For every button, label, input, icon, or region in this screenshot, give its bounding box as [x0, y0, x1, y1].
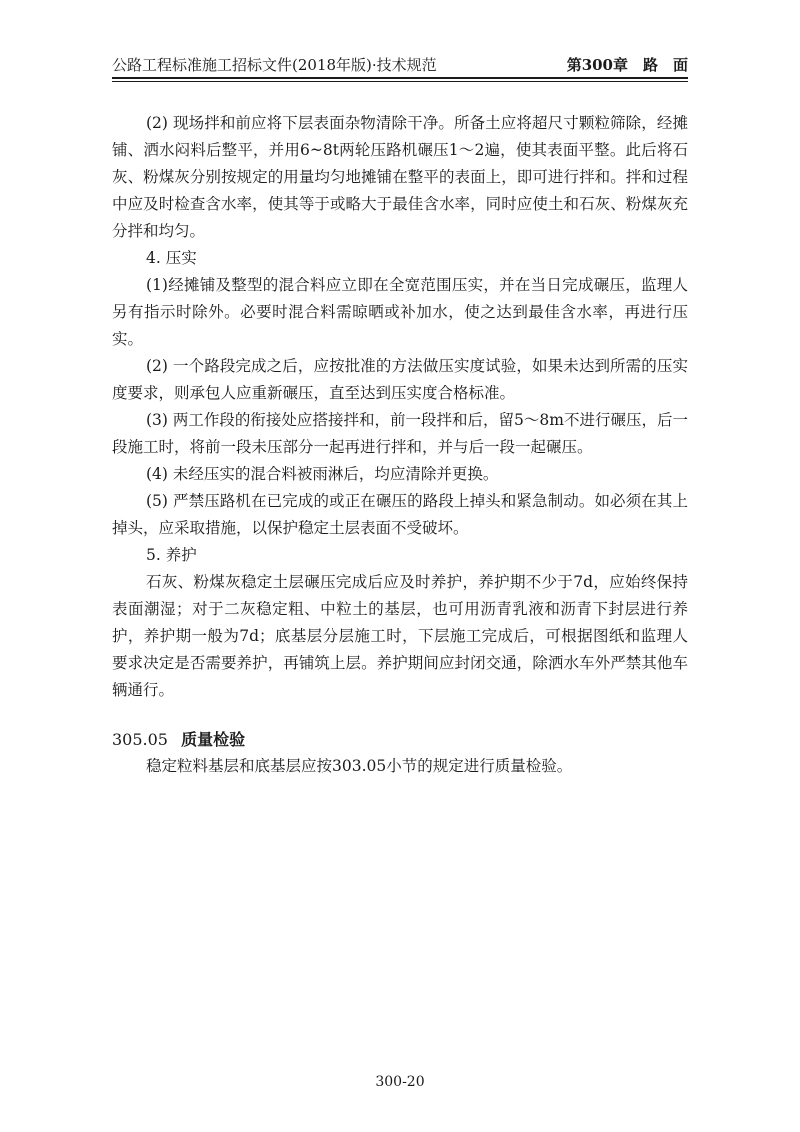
paragraph-compaction-2: (2) 一个路段完成之后，应按批准的方法做压实度试验，如果未达到所需的压实度要求，则承包人应重新碾压，直至达到压实度合格标准。 — [112, 357, 688, 402]
paragraph-site-mixing: (2) 现场拌和前应将下层表面杂物清除干净。所备土应将超尺寸颗粒筛除，经摊铺、洒水闷料后整平，并用6~8t两轮压路机碾压1～2遍，使其表面平整。此后将石灰、粉煤灰分别按规定的用量均匀地摊铺在整平的表面上，即可进行拌和。拌和过程中应及时检查含水率，使其等于或略大于最佳含水率，同时应使土和石灰、粉煤灰充分拌和均匀。 — [112, 114, 688, 240]
paragraph-curing: 石灰、粉煤灰稳定土层碾压完成后应及时养护，养护期不少于7d，应始终保持表面潮湿；对于二灰稳定粗、中粒土的基层，也可用沥青乳液和沥青下封层进行养护，养护期一般为7d；底基层分层施工时，下层施工完成后，可根据图纸和监理人要求决定是否需要养护，再铺筑上层。养护期间应封闭交通，除洒水车外严禁其他车辆通行。 — [112, 573, 688, 699]
page-content — [112, 110, 688, 780]
section-number: 305.05 — [112, 730, 168, 749]
page-header — [112, 50, 688, 80]
paragraph-quality-inspection: 稳定粒料基层和底基层应按303.05小节的规定进行质量检验。 — [146, 757, 573, 775]
header-rule-thin — [112, 81, 688, 82]
section-heading — [112, 726, 688, 753]
paragraph-compaction-1: (1)经摊铺及整型的混合料应立即在全宽范围压实，并在当日完成碾压，监理人另有指示时除外。必要时混合料需晾晒或补加水，使之达到最佳含水率，再进行压实。 — [112, 276, 688, 348]
document-title: 公路工程标准施工招标文件(2018年版)·技术规范 — [112, 56, 437, 74]
header-rule-thick — [112, 77, 688, 79]
paragraph-compaction-4: (4) 未经压实的混合料被雨淋后，均应清除并更换。 — [146, 465, 499, 483]
subheading-compaction: 4. 压实 — [146, 249, 197, 267]
subheading-curing: 5. 养护 — [146, 546, 197, 564]
chapter-title: 第300章 路 面 — [566, 56, 688, 74]
paragraph-compaction-3: (3) 两工作段的衔接处应搭接拌和，前一段拌和后，留5～8m不进行碾压，后一段施工时，将前一段未压部分一起再进行拌和，并与后一段一起碾压。 — [112, 411, 688, 456]
section-name: 质量检验 — [181, 730, 246, 749]
paragraph-compaction-5: (5) 严禁压路机在已完成的或正在碾压的路段上掉头和紧急制动。如必须在其上掉头，应采取措施，以保护稳定土层表面不受破坏。 — [112, 492, 688, 537]
page-number: 300-20 — [375, 1074, 425, 1090]
